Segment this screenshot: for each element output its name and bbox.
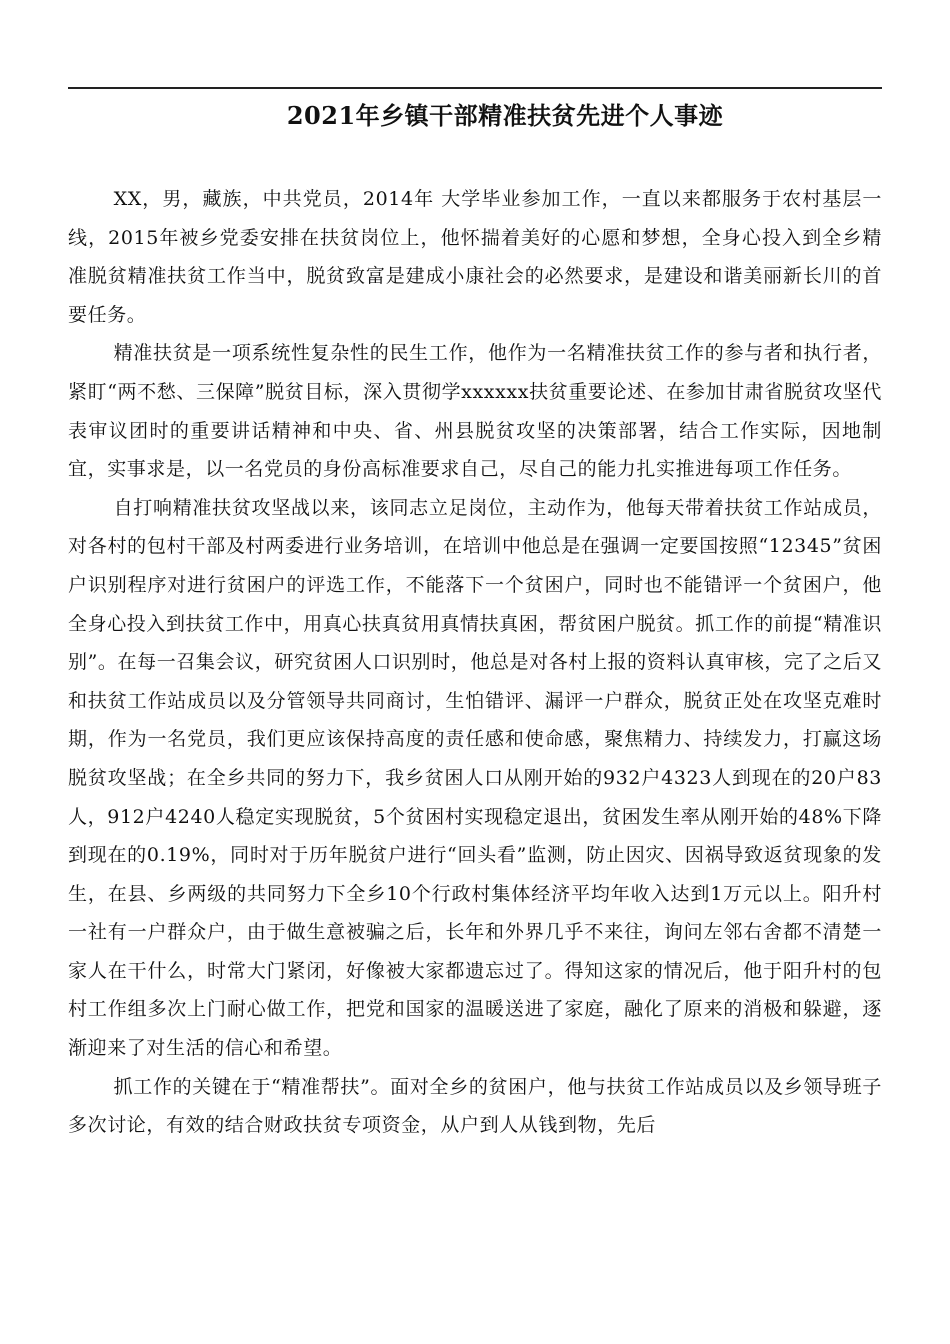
document-title: 2021年乡镇干部精准扶贫先进个人事迹 <box>286 101 724 130</box>
document-body <box>68 180 882 1145</box>
paragraph-4: 抓工作的关键在于“精准帮扶”。面对全乡的贫困户，他与扶贫工作站成员以及乡领导班子多次讨论，有效的结合财政扶贫专项资金，从户到人从钱到物，先后 <box>68 1075 882 1137</box>
header-rule <box>68 87 882 89</box>
paragraph-3: 自打响精准扶贫攻坚战以来，该同志立足岗位，主动作为，他每天带着扶贫工作站成员，对各村的包村干部及村两委进行业务培训，在培训中他总是在强调一定要国按照“12345”贫困户识别程序对进行贫困户的评选工作，不能落下一个贫困户，同时也不能错评一个贫困户，他全身心投入到扶贫工作中，用真心扶真贫用真情扶真困，帮贫困户脱贫。抓工作的前提“精准识别”。在每一召集会议，研究贫困人口识别时，他总是对各村上报的资料认真审核，完了之后又和扶贫工作站成员以及分管领导共同商讨，生怕错评、漏评一户群众，脱贫正处在攻坚克难时期，作为一名党员，我们更应该保持高度的责任感和使命感，聚焦精力、持续发力，打赢这场脱贫攻坚战；在全乡共同的努力下，我乡贫困人口从刚开始的932户4323人到现在的20户83人，912户4240人稳定实现脱贫，5个贫困村实现稳定退出，贫困发生率从刚开始的48%下降到现在的0.19%，同时对于历年脱贫户进行“回头看”监测，防止因灾、因祸导致返贫现象的发生，在县、乡两级的共同努力下全乡10个行政村集体经济平均年收入达到1万元以上。阳升村一社有一户群众户，由于做生意被骗之后，长年和外界几乎不来往，询问左邻右舍都不清楚一家人在干什么，时常大门紧闭，好像被大家都遗忘过了。得知这家的情况后，他于阳升村的包村工作组多次上门耐心做工作，把党和国家的温暖送进了家庭，融化了原来的消极和躲避，逐渐迎来了对生活的信心和希望。 <box>68 496 882 1060</box>
paragraph-2: 精准扶贫是一项系统性复杂性的民生工作，他作为一名精准扶贫工作的参与者和执行者，紧盯“两不愁、三保障”脱贫目标，深入贯彻学xxxxxx扶贫重要论述、在参加甘肃省脱贫攻坚代表审议团时的重要讲话精神和中央、省、州县脱贫攻坚的决策部署，结合工作实际，因地制宜，实事求是，以一名党员的身份高标准要求自己，尽自己的能力扎实推进每项工作任务。 <box>68 342 882 481</box>
paragraph-1: XX，男，藏族，中共党员，2014年 大学毕业参加工作，一直以来都服务于农村基层一线，2015年被乡党委安排在扶贫岗位上，他怀揣着美好的心愿和梦想，全身心投入到全乡精准脱贫精准扶贫工作当中，脱贫致富是建成小康社会的必然要求，是建设和谐美丽新长川的首要任务。 <box>68 188 882 326</box>
